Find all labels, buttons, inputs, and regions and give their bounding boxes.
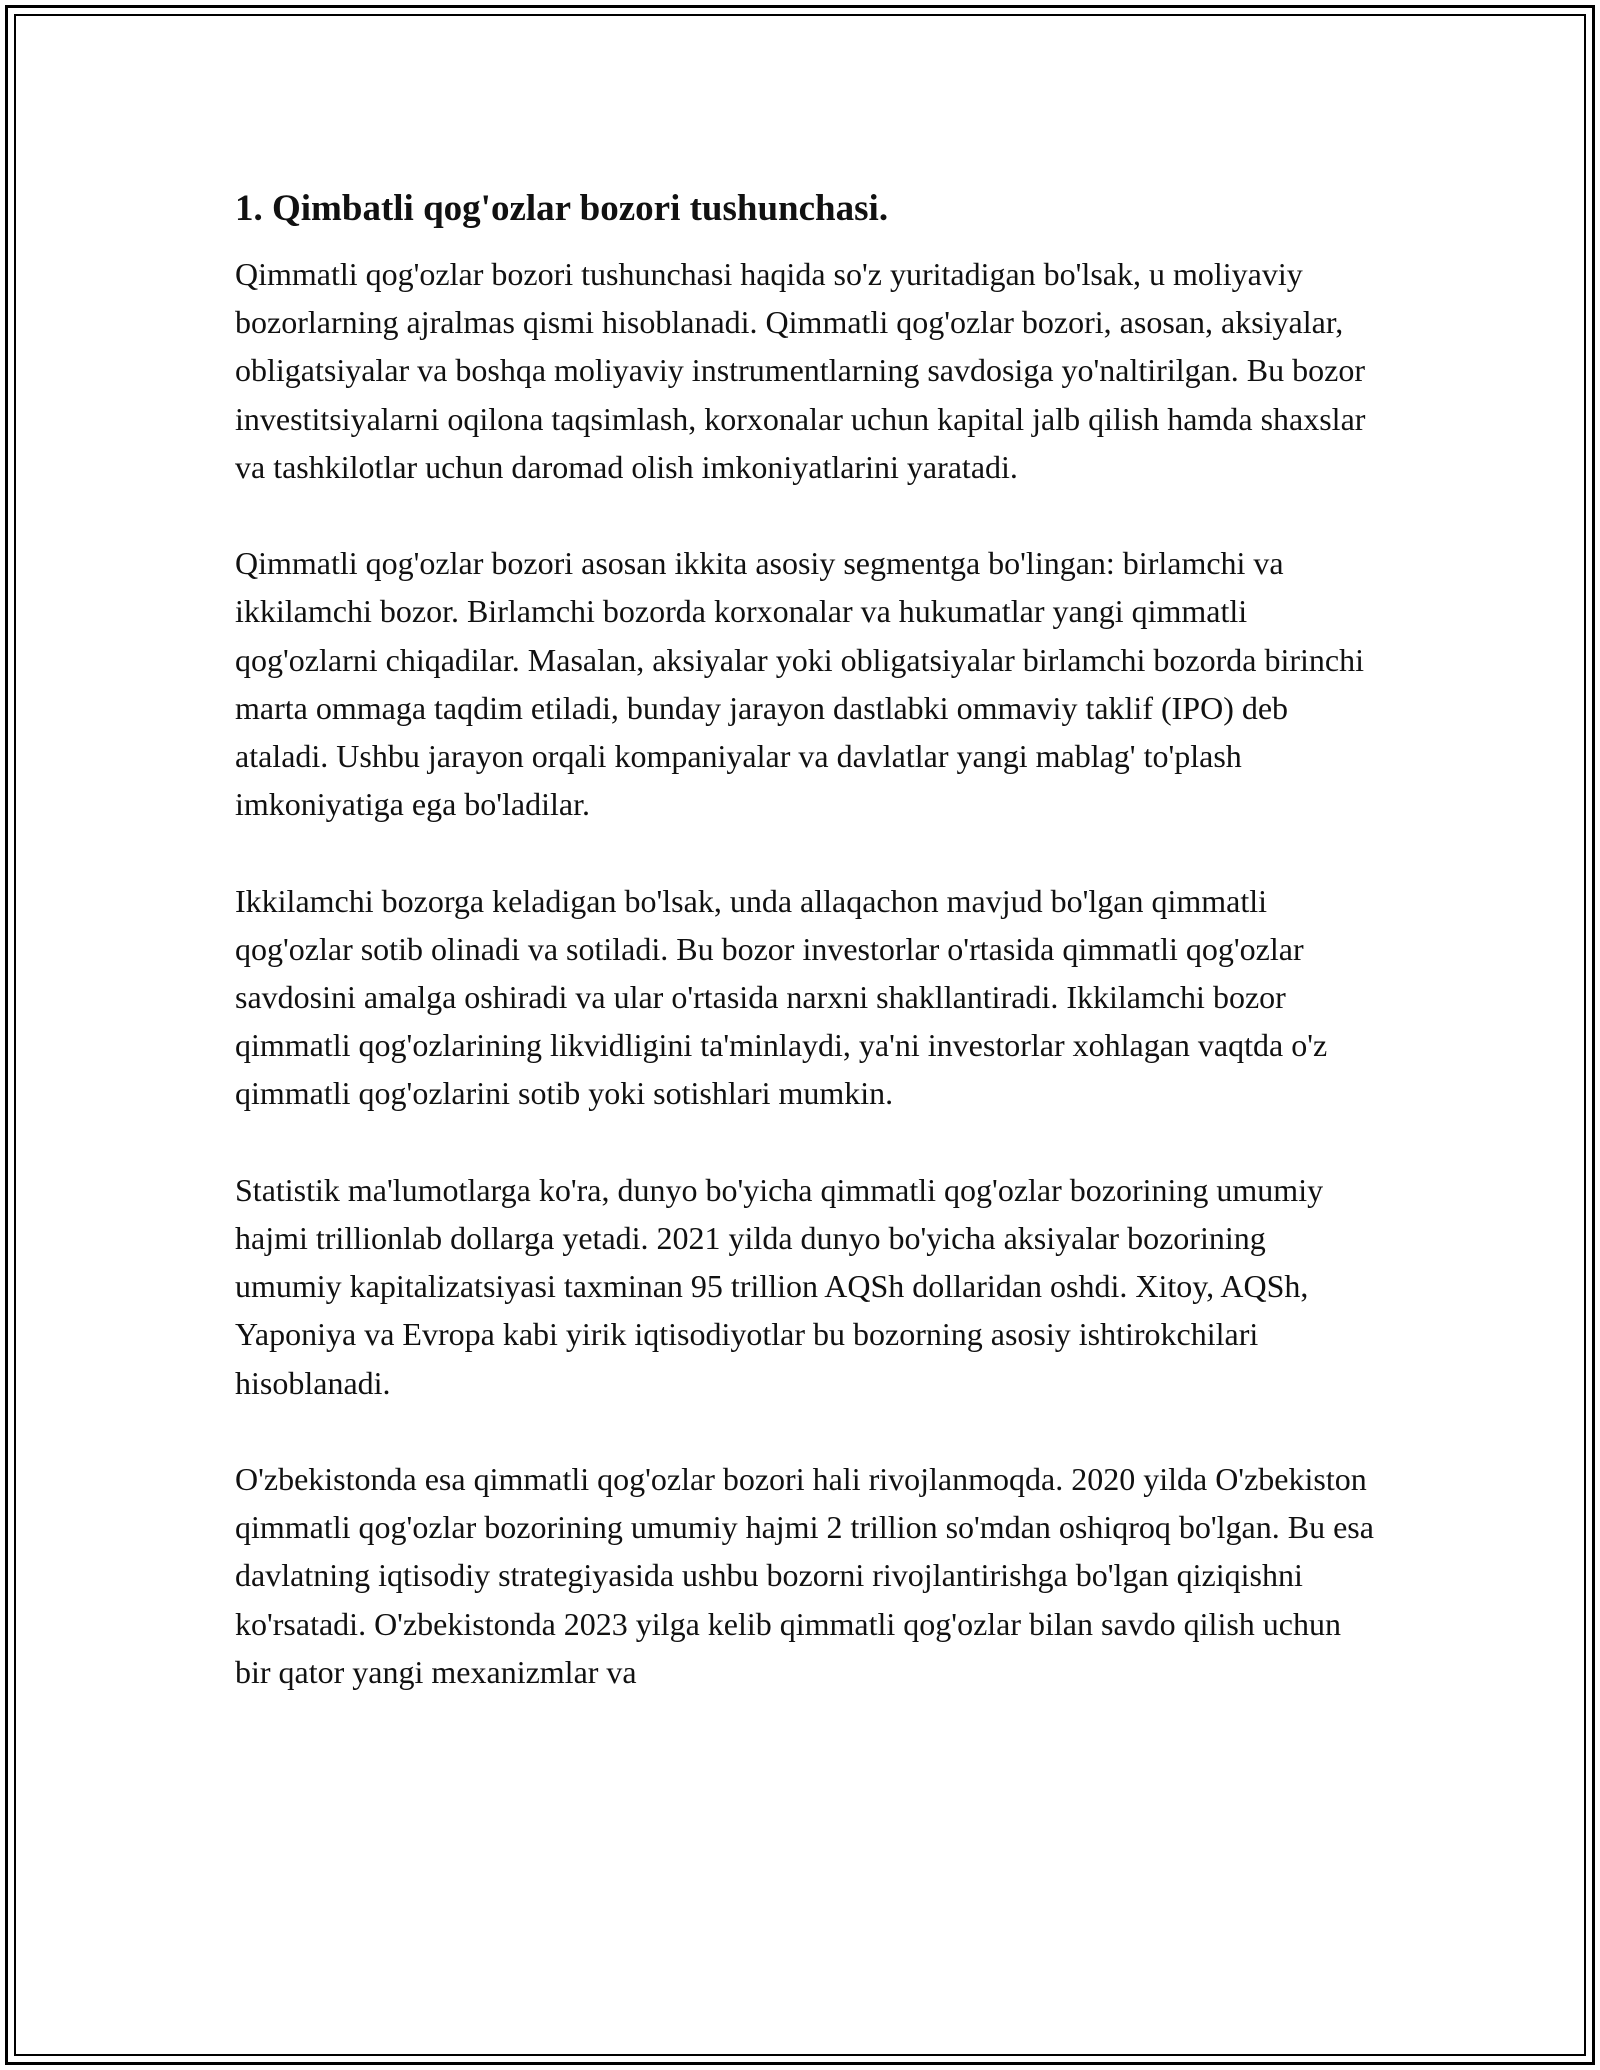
section-heading: 1. Qimbatli qog'ozlar bozori tushunchasi. [235,188,889,229]
paragraph-4: Statistik ma'lumotlarga ko'ra, dunyo bo'yicha qimmatli qog'ozlar bozorining umumiy hajmi trillionlab dollarga yetadi. 2021 yilda dunyo bo'yicha aksiyalar bozorining umumiy kapitalizatsiyasi taxminan 95 trillion AQSh dollaridan oshdi. Xitoy, AQSh, Yaponiya va Evropa kabi yirik iqtisodiyotlar bu bozorning asosiy ishtirokchilari hisoblanadi. [235,1171,1324,1401]
paragraph-3: Ikkilamchi bozorga keladigan bo'lsak, unda allaqachon mavjud bo'lgan qimmatli qog'ozlar sotib olinadi va sotiladi. Bu bozor investorlar o'rtasida qimmatli qog'ozlar savdosini amalga oshiradi va ular o'rtasida narxni shakllantiradi. Ikkilamchi bozor qimmatli qog'ozlarining likvidligini ta'minlaydi, ya'ni investorlar xohlagan vaqtda o'z qimmatli qog'ozlarini sotib yoki sotishlari mumkin. [235,882,1328,1112]
paragraph-5: O'zbekistonda esa qimmatli qog'ozlar bozori hali rivojlanmoqda. 2020 yilda O'zbekiston qimmatli qog'ozlar bozorining umumiy hajmi 2 trillion so'mdan oshiqroq bo'lgan. Bu esa davlatning iqtisodiy strategiyasida ushbu bozorni rivojlantirishga bo'lgan qiziqishni ko'rsatadi. O'zbekistonda 2023 yilga kelib qimmatli qog'ozlar bilan savdo qilish uchun bir qator yangi mexanizmlar va [235,1461,1374,1690]
paragraph-2: Qimmatli qog'ozlar bozori asosan ikkita asosiy segmentga bo'lingan: birlamchi va ikkilamchi bozor. Birlamchi bozorda korxonalar va hukumatlar yangi qimmatli qog'ozlarni chiqadilar. Masalan, aksiyalar yoki obligatsiyalar birlamchi bozorda birinchi marta ommaga taqdim etiladi, bunday jarayon dastlabki ommaviy taklif (IPO) deb ataladi. Ushbu jarayon orqali kompaniyalar va davlatlar yangi mablag' to'plash imkoniyatiga ega bo'ladilar. [235,545,1364,823]
paragraph-1: Qimmatli qog'ozlar bozori tushunchasi haqida so'z yuritadigan bo'lsak, u moliyaviy bozorlarning ajralmas qismi hisoblanadi. Qimmatli qog'ozlar bozori, asosan, aksiyalar, obligatsiyalar va boshqa moliyaviy instrumentlarning savdosiga yo'naltirilgan. Bu bozor investitsiyalarni oqilona taqsimlash, korxonalar uchun kapital jalb qilish hamda shaxslar va tashkilotlar uchun daromad olish imkoniyatlarini yaratadi. [235,256,1366,485]
document-body [235,186,1375,1696]
